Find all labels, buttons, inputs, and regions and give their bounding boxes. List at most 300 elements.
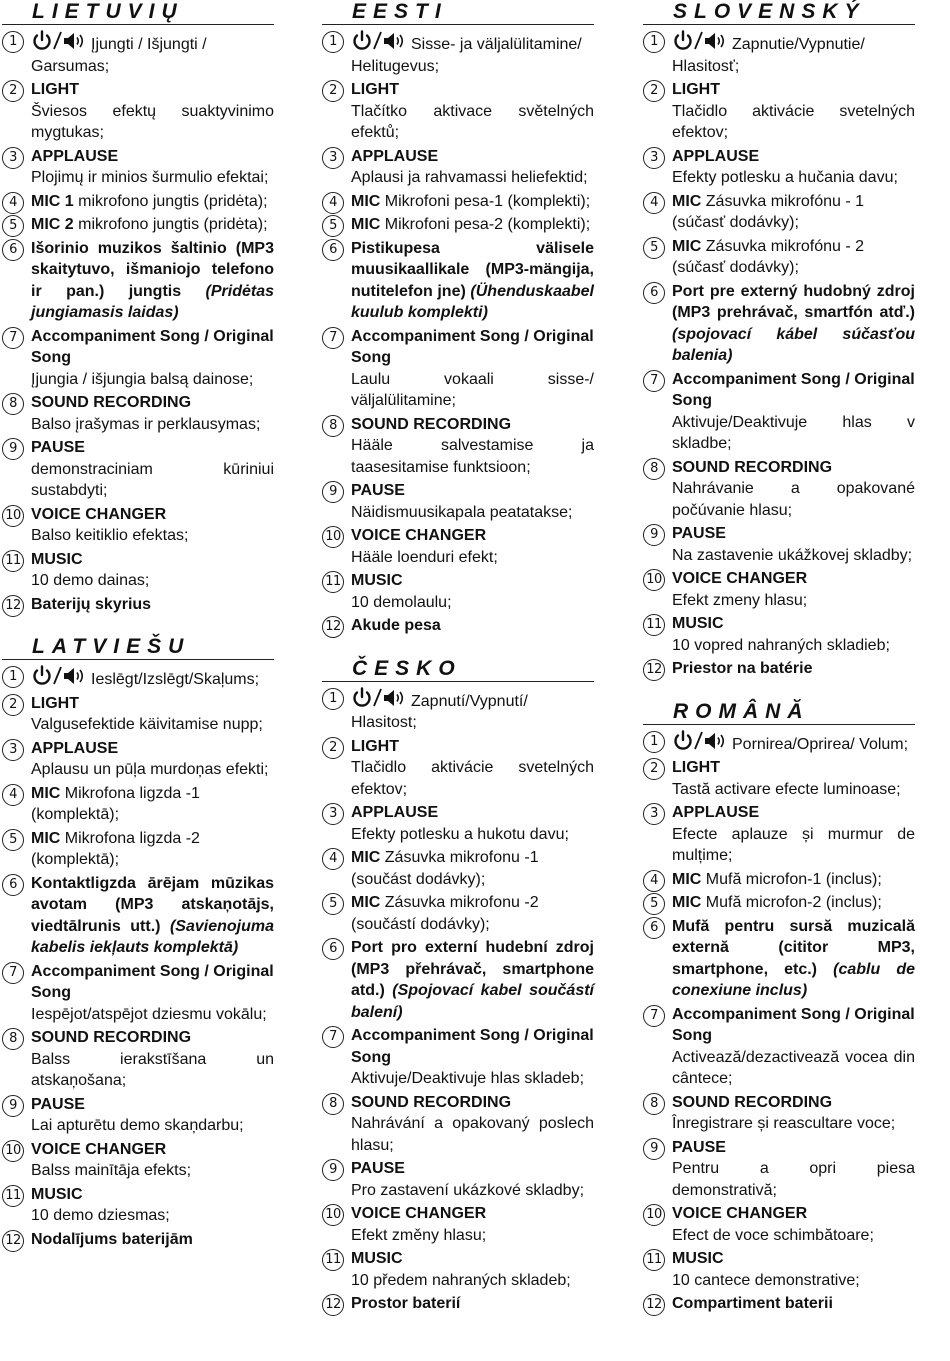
feature-item	[643, 869, 915, 891]
item-label: LIGHT	[31, 694, 79, 712]
item-description: Įjungia / išjungia balsą dainose;	[31, 370, 254, 388]
item-description: Tlačítko aktivace světelných efektů;	[351, 102, 594, 141]
item-label: VOICE CHANGER	[31, 1140, 167, 1158]
item-number: 3	[322, 803, 344, 825]
item-number: 7	[322, 1026, 344, 1048]
item-label: LIGHT	[31, 81, 79, 98]
item-label: MIC 1	[31, 192, 74, 210]
item-description: Balso įrašymas ir perklausymas;	[31, 415, 261, 433]
item-label: MIC	[31, 829, 61, 847]
language-title: ROMÂNĂ	[643, 700, 915, 725]
feature-item	[2, 504, 274, 547]
item-label: VOICE CHANGER	[351, 1205, 487, 1222]
language-section	[2, 0, 274, 615]
feature-item	[643, 568, 915, 611]
item-italic-note: (Pridėtas jungiamasis laidas)	[31, 282, 274, 321]
item-description	[672, 916, 915, 1002]
item-label: APPLAUSE	[351, 147, 439, 165]
feature-item	[2, 238, 274, 324]
item-number: 9	[643, 524, 665, 546]
item-label: MIC	[351, 216, 381, 233]
item-number: 7	[2, 962, 24, 984]
item-label: MIC	[31, 784, 61, 802]
feature-item	[643, 1248, 915, 1291]
item-label: VOICE CHANGER	[31, 505, 167, 523]
item-number: 2	[643, 80, 665, 102]
item-bold-text: Priestor na batérie	[672, 660, 813, 677]
item-description: 10 cantece demonstrative;	[672, 1271, 860, 1289]
item-description: Balss mainītāja efekts;	[31, 1162, 192, 1179]
item-description: Sisse- ja väljalülitamine/ Helitugevus;	[351, 36, 582, 75]
item-description: Zásuvka mikrofonu -1 (součást dodávky);	[351, 849, 539, 888]
item-number: 2	[2, 694, 24, 716]
feature-item	[2, 214, 274, 236]
item-number: 3	[322, 147, 344, 169]
item-description: Mikrofoni pesa-1 (komplekti);	[384, 192, 591, 210]
item-label: VOICE CHANGER	[672, 570, 808, 587]
item-number: 1	[322, 688, 344, 710]
item-number: 2	[322, 737, 344, 759]
item-number: 8	[643, 1093, 665, 1115]
item-description: Näidismuusikapala peatatakse;	[351, 503, 573, 521]
item-number: 6	[643, 282, 665, 304]
item-label: MUSIC	[31, 550, 83, 568]
item-description: 10 demo dziesmas;	[31, 1207, 170, 1224]
item-number: 9	[643, 1138, 665, 1160]
item-number: 8	[2, 393, 24, 415]
item-number: 8	[322, 415, 344, 437]
feature-item	[322, 687, 594, 734]
item-number: 5	[643, 237, 665, 259]
item-number: 11	[643, 614, 665, 636]
item-number: 1	[2, 666, 24, 688]
feature-item	[2, 1229, 274, 1251]
item-number: 12	[322, 616, 344, 638]
item-number: 3	[643, 147, 665, 169]
feature-item	[643, 613, 915, 656]
item-description: Nahrávanie a opakované počúvanie hlasu;	[672, 480, 915, 519]
feature-item	[2, 146, 274, 189]
item-description	[351, 238, 594, 324]
item-description	[351, 615, 594, 637]
language-section	[322, 657, 594, 1315]
item-description: Iespējot/atspējot dziesmu vokālu;	[31, 1005, 267, 1023]
item-number: 5	[643, 893, 665, 915]
feature-item	[2, 30, 274, 77]
item-number: 6	[2, 239, 24, 261]
item-number: 1	[322, 31, 344, 53]
feature-item	[322, 1248, 594, 1291]
item-number: 10	[643, 1204, 665, 1226]
item-number: 12	[643, 1294, 665, 1316]
item-number: 12	[2, 1230, 24, 1252]
item-number: 10	[643, 569, 665, 591]
feature-item	[643, 191, 915, 234]
item-description: 10 předem nahraných skladeb;	[351, 1271, 571, 1289]
item-label: SOUND RECORDING	[672, 1093, 833, 1111]
item-description: Lai apturētu demo skaņdarbu;	[31, 1117, 244, 1134]
feature-item	[322, 570, 594, 613]
power-volume-icon	[31, 665, 89, 687]
language-section	[2, 635, 274, 1250]
item-description: mikrofono jungtis (pridėta);	[78, 192, 268, 210]
item-number: 10	[2, 1140, 24, 1162]
feature-item	[2, 594, 274, 616]
item-label: SOUND RECORDING	[672, 458, 833, 476]
item-label: Accompaniment Song / Original Song	[31, 327, 274, 366]
column-middle	[322, 0, 594, 1335]
feature-item	[322, 326, 594, 412]
item-bold-text: Baterijų skyrius	[31, 595, 152, 613]
item-description: Mikrofona ligzda -2 (komplektā);	[31, 829, 200, 868]
item-description	[351, 1293, 594, 1315]
item-label: LIGHT	[351, 81, 399, 98]
feature-item	[643, 916, 915, 1002]
item-label: Accompaniment Song / Original Song	[672, 1005, 915, 1044]
item-italic-note: (Ühenduskaabel kuulub komplekti)	[351, 282, 594, 321]
item-description: Efekt změny hlasu;	[351, 1226, 487, 1244]
feature-item	[643, 523, 915, 566]
item-description: 10 demo dainas;	[31, 572, 150, 589]
item-description	[31, 1229, 274, 1251]
item-label: APPLAUSE	[351, 804, 439, 821]
language-title: EESTI	[322, 0, 594, 25]
item-number: 9	[322, 1159, 344, 1181]
item-label: PAUSE	[672, 525, 726, 542]
feature-item	[2, 326, 274, 391]
power-volume-icon	[351, 687, 409, 709]
item-italic-note: (cablu de conexiune inclus)	[672, 960, 916, 999]
item-italic-note: (Savienojuma kabelis iekļauts komplektā)	[31, 917, 274, 956]
item-label: MIC	[672, 870, 702, 888]
feature-item	[643, 1293, 915, 1315]
item-description: Zásuvka mikrofonu -2 (součástí dodávky);	[351, 894, 539, 933]
item-number: 5	[322, 893, 344, 915]
item-description: 10 demolaulu;	[351, 593, 452, 611]
item-number: 11	[322, 571, 344, 593]
item-number: 7	[643, 1005, 665, 1027]
item-description: Aktivuje/Deaktivuje hlas v skladbe;	[672, 413, 915, 452]
item-description: Tlačidlo aktivácie svetelných efektov;	[672, 102, 915, 141]
feature-item	[2, 191, 274, 213]
item-number: 3	[643, 803, 665, 825]
item-label: MUSIC	[672, 615, 724, 632]
feature-item	[2, 79, 274, 144]
item-description: Balss ierakstīšana un atskaņošana;	[31, 1050, 274, 1089]
item-description: Tastă activare efecte luminoase;	[672, 780, 901, 798]
power-volume-icon	[672, 30, 730, 52]
item-label: PAUSE	[351, 1160, 405, 1177]
feature-item	[322, 615, 594, 637]
feature-item	[322, 1158, 594, 1201]
item-description: 10 vopred nahraných skladieb;	[672, 636, 890, 654]
item-bold-text: Mufă pentru sursă muzicală externă (cititor MP3, smartphone, etc.)	[672, 917, 915, 978]
feature-item	[2, 738, 274, 781]
feature-item	[643, 1092, 915, 1135]
item-bold-text: Compartiment baterii	[672, 1295, 833, 1312]
feature-item	[2, 1094, 274, 1137]
item-label: MIC	[672, 894, 702, 911]
item-bold-text: Port pre externý hudobný zdroj (MP3 prehrávač, smartfón atď.)	[672, 282, 915, 321]
item-description: Laulu vokaali sisse-/ väljalülitamine;	[351, 370, 594, 409]
item-label: MIC	[351, 849, 381, 866]
item-number: 10	[322, 1204, 344, 1226]
language-section	[322, 0, 594, 637]
feature-item	[643, 30, 915, 77]
item-number: 6	[643, 917, 665, 939]
item-description: Zapnutí/Vypnutí/ Hlasitost;	[351, 692, 528, 731]
item-number: 5	[322, 215, 344, 237]
feature-item	[322, 525, 594, 568]
item-label: MUSIC	[31, 1185, 83, 1203]
item-number: 10	[322, 526, 344, 548]
item-label: PAUSE	[31, 439, 85, 456]
item-number: 4	[2, 784, 24, 806]
item-label: MIC 2	[31, 216, 74, 233]
language-title: LATVIEŠU	[2, 635, 274, 660]
feature-item	[322, 214, 594, 236]
feature-item	[322, 480, 594, 523]
feature-item	[643, 457, 915, 522]
item-italic-note: (spojovací kábel súčasťou balenia)	[672, 325, 915, 364]
item-label: PAUSE	[672, 1138, 726, 1156]
feature-item	[322, 79, 594, 144]
feature-item	[322, 146, 594, 189]
feature-item	[322, 937, 594, 1023]
item-number: 4	[643, 870, 665, 892]
feature-item	[643, 236, 915, 279]
feature-item	[2, 783, 274, 826]
item-description: Zásuvka mikrofónu - 1 (súčasť dodávky);	[672, 192, 865, 231]
item-description: Aplausi ja rahvamassi heliefektid;	[351, 169, 588, 186]
item-description	[31, 594, 274, 616]
feature-item	[2, 392, 274, 435]
item-description	[672, 281, 915, 367]
language-title: ČESKO	[322, 657, 594, 682]
feature-item	[643, 369, 915, 455]
item-label: MUSIC	[672, 1250, 724, 1267]
feature-item	[643, 892, 915, 914]
item-label: APPLAUSE	[31, 739, 119, 757]
item-number: 11	[643, 1249, 665, 1271]
item-number: 2	[2, 80, 24, 102]
item-number: 7	[2, 327, 24, 349]
item-bold-text: Kontaktligzda ārējam mūzikas avotam (MP3 atskaņotājs, viedtālrunis utt.)	[31, 874, 274, 935]
item-bold-text: Akude pesa	[351, 617, 441, 634]
item-bold-text: Pistikupesa välisele muusikaallikale (MP3-mängija, nutitelefon jne)	[351, 239, 594, 300]
item-italic-note: (Spojovací kabel součástí balení)	[351, 982, 594, 1021]
item-description: Hääle loenduri efekt;	[351, 548, 498, 566]
item-description: Efekt zmeny hlasu;	[672, 591, 808, 609]
power-volume-icon	[672, 730, 730, 752]
feature-item	[2, 665, 274, 691]
item-description: Hääle salvestamise ja taasesitamise funktsioon;	[351, 437, 594, 476]
item-label: VOICE CHANGER	[672, 1205, 808, 1222]
item-label: Accompaniment Song / Original Song	[351, 327, 594, 366]
item-number: 4	[322, 192, 344, 214]
item-description: Efect de voce schimbătoare;	[672, 1226, 874, 1244]
feature-item	[322, 847, 594, 890]
language-title: SLOVENSKÝ	[643, 0, 915, 25]
item-label: MIC	[351, 894, 381, 911]
item-description: Pentru a opri piesa demonstrativă;	[672, 1160, 915, 1199]
item-description: Efekty potlesku a hukotu davu;	[351, 825, 569, 843]
feature-item	[643, 1203, 915, 1246]
language-title: LIETUVIŲ	[2, 0, 274, 25]
feature-item	[322, 736, 594, 801]
item-description: Zásuvka mikrofónu - 2 (súčasť dodávky);	[672, 237, 865, 276]
item-label: SOUND RECORDING	[31, 394, 192, 411]
feature-item	[322, 1293, 594, 1315]
feature-item	[643, 1137, 915, 1202]
item-description: Valgusefektide käivitamise nupp;	[31, 716, 263, 733]
item-number: 4	[643, 192, 665, 214]
feature-item	[643, 79, 915, 144]
item-label: PAUSE	[351, 482, 405, 499]
item-number: 4	[322, 848, 344, 870]
item-number: 10	[2, 505, 24, 527]
power-volume-icon	[31, 30, 89, 52]
column-left	[2, 0, 274, 1270]
item-label: APPLAUSE	[672, 147, 760, 165]
item-description: Nahrávání a opakovaný poslech hlasu;	[351, 1115, 594, 1154]
feature-item	[322, 802, 594, 845]
item-number: 9	[2, 438, 24, 460]
item-bold-text: Port pro externí hudební zdroj (MP3 přehrávač, smartphone atd.)	[351, 939, 594, 999]
item-description	[351, 937, 594, 1023]
item-description: Aktivuje/Deaktivuje hlas skladeb;	[351, 1070, 585, 1087]
item-description: Mikrofona ligzda -1 (komplektā);	[31, 784, 200, 823]
item-number: 9	[2, 1095, 24, 1117]
item-description: Plojimų ir minios šurmulio efektai;	[31, 169, 269, 186]
feature-item	[2, 1027, 274, 1092]
feature-item	[322, 191, 594, 213]
item-label: SOUND RECORDING	[351, 1093, 512, 1111]
item-number: 2	[322, 80, 344, 102]
power-volume-icon	[351, 30, 409, 52]
item-description: Mikrofoni pesa-2 (komplekti);	[384, 216, 591, 233]
item-description: Ieslēgt/Izslēgt/Skaļums;	[91, 671, 260, 688]
item-label: LIGHT	[351, 737, 399, 755]
item-number: 4	[2, 192, 24, 214]
feature-item	[322, 238, 594, 324]
item-label: MIC	[351, 192, 381, 210]
item-label: LIGHT	[672, 81, 720, 98]
item-description	[31, 238, 274, 324]
item-number: 11	[322, 1249, 344, 1271]
feature-item	[322, 30, 594, 77]
item-number: 1	[643, 731, 665, 753]
item-description: demonstraciniam kūriniui sustabdyti;	[31, 460, 274, 499]
language-section	[643, 0, 915, 680]
item-description: Mufă microfon-2 (inclus);	[705, 894, 882, 911]
item-number: 6	[322, 239, 344, 261]
item-number: 7	[643, 370, 665, 392]
feature-item	[322, 892, 594, 935]
item-number: 8	[2, 1028, 24, 1050]
language-section	[643, 700, 915, 1315]
item-description	[31, 873, 274, 959]
feature-item	[643, 281, 915, 367]
item-description: mikrofono jungtis (pridėta);	[78, 216, 268, 233]
item-label: APPLAUSE	[31, 147, 119, 165]
item-label: LIGHT	[672, 759, 720, 776]
feature-item	[2, 1139, 274, 1182]
feature-item	[643, 802, 915, 867]
item-description: Înregistrare și reascultare voce;	[672, 1115, 896, 1132]
item-number: 2	[643, 758, 665, 780]
item-description: Šviesos efektų suaktyvinimo mygtukas;	[31, 102, 274, 141]
item-label: VOICE CHANGER	[351, 527, 487, 544]
item-number: 12	[643, 659, 665, 681]
item-description: Efekty potlesku a hučania davu;	[672, 169, 898, 186]
feature-item	[2, 693, 274, 736]
item-bold-text: Išorinio muzikos šaltinio (MP3 skaitytuvo, išmaniojo telefono ir pan.) jungtis	[31, 239, 274, 300]
feature-item	[643, 658, 915, 680]
feature-item	[322, 1092, 594, 1157]
item-label: SOUND RECORDING	[351, 415, 512, 433]
item-description: Zapnutie/Vypnutie/ Hlasitosť;	[672, 36, 865, 75]
item-description	[672, 1293, 915, 1315]
item-number: 11	[2, 550, 24, 572]
item-number: 8	[322, 1093, 344, 1115]
item-number: 3	[2, 147, 24, 169]
item-number: 3	[2, 739, 24, 761]
item-number: 7	[322, 327, 344, 349]
feature-item	[2, 828, 274, 871]
item-label: Accompaniment Song / Original Song	[31, 962, 274, 1001]
item-label: MIC	[672, 192, 702, 210]
feature-item	[643, 146, 915, 189]
item-label: SOUND RECORDING	[31, 1029, 192, 1046]
item-number: 11	[2, 1185, 24, 1207]
feature-item	[322, 1025, 594, 1090]
feature-item	[322, 414, 594, 479]
feature-item	[2, 961, 274, 1026]
item-number: 12	[2, 595, 24, 617]
feature-item	[2, 1184, 274, 1227]
item-description: Na zastavenie ukážkovej skladby;	[672, 546, 913, 564]
item-label: PAUSE	[31, 1095, 85, 1113]
item-description: Balso keitiklio efektas;	[31, 527, 189, 544]
item-label: MIC	[672, 237, 702, 255]
item-description: Activează/dezactivează vocea din cântece;	[672, 1048, 915, 1087]
item-number: 5	[2, 829, 24, 851]
item-description	[672, 658, 915, 680]
feature-item	[2, 873, 274, 959]
item-number: 6	[2, 874, 24, 896]
item-number: 12	[322, 1294, 344, 1316]
feature-item	[2, 549, 274, 592]
item-description: Pornirea/Oprirea/ Volum;	[732, 735, 909, 753]
item-description: Pro zastavení ukázkové skladby;	[351, 1181, 585, 1199]
item-description: Tlačidlo aktivácie svetelných efektov;	[351, 759, 594, 798]
item-number: 1	[643, 31, 665, 53]
item-bold-text: Nodalījums baterijām	[31, 1230, 193, 1248]
item-description: Įjungti / Išjungti / Garsumas;	[31, 36, 207, 75]
item-number: 6	[322, 938, 344, 960]
column-right	[643, 0, 915, 1335]
item-number: 5	[2, 215, 24, 237]
item-description: Efecte aplauze și murmur de mulțime;	[672, 825, 915, 864]
feature-item	[643, 730, 915, 756]
feature-item	[322, 1203, 594, 1246]
item-description: Mufă microfon-1 (inclus);	[705, 870, 882, 888]
item-number: 9	[322, 481, 344, 503]
feature-item	[643, 1004, 915, 1090]
item-label: MUSIC	[351, 572, 403, 589]
feature-item	[2, 437, 274, 502]
